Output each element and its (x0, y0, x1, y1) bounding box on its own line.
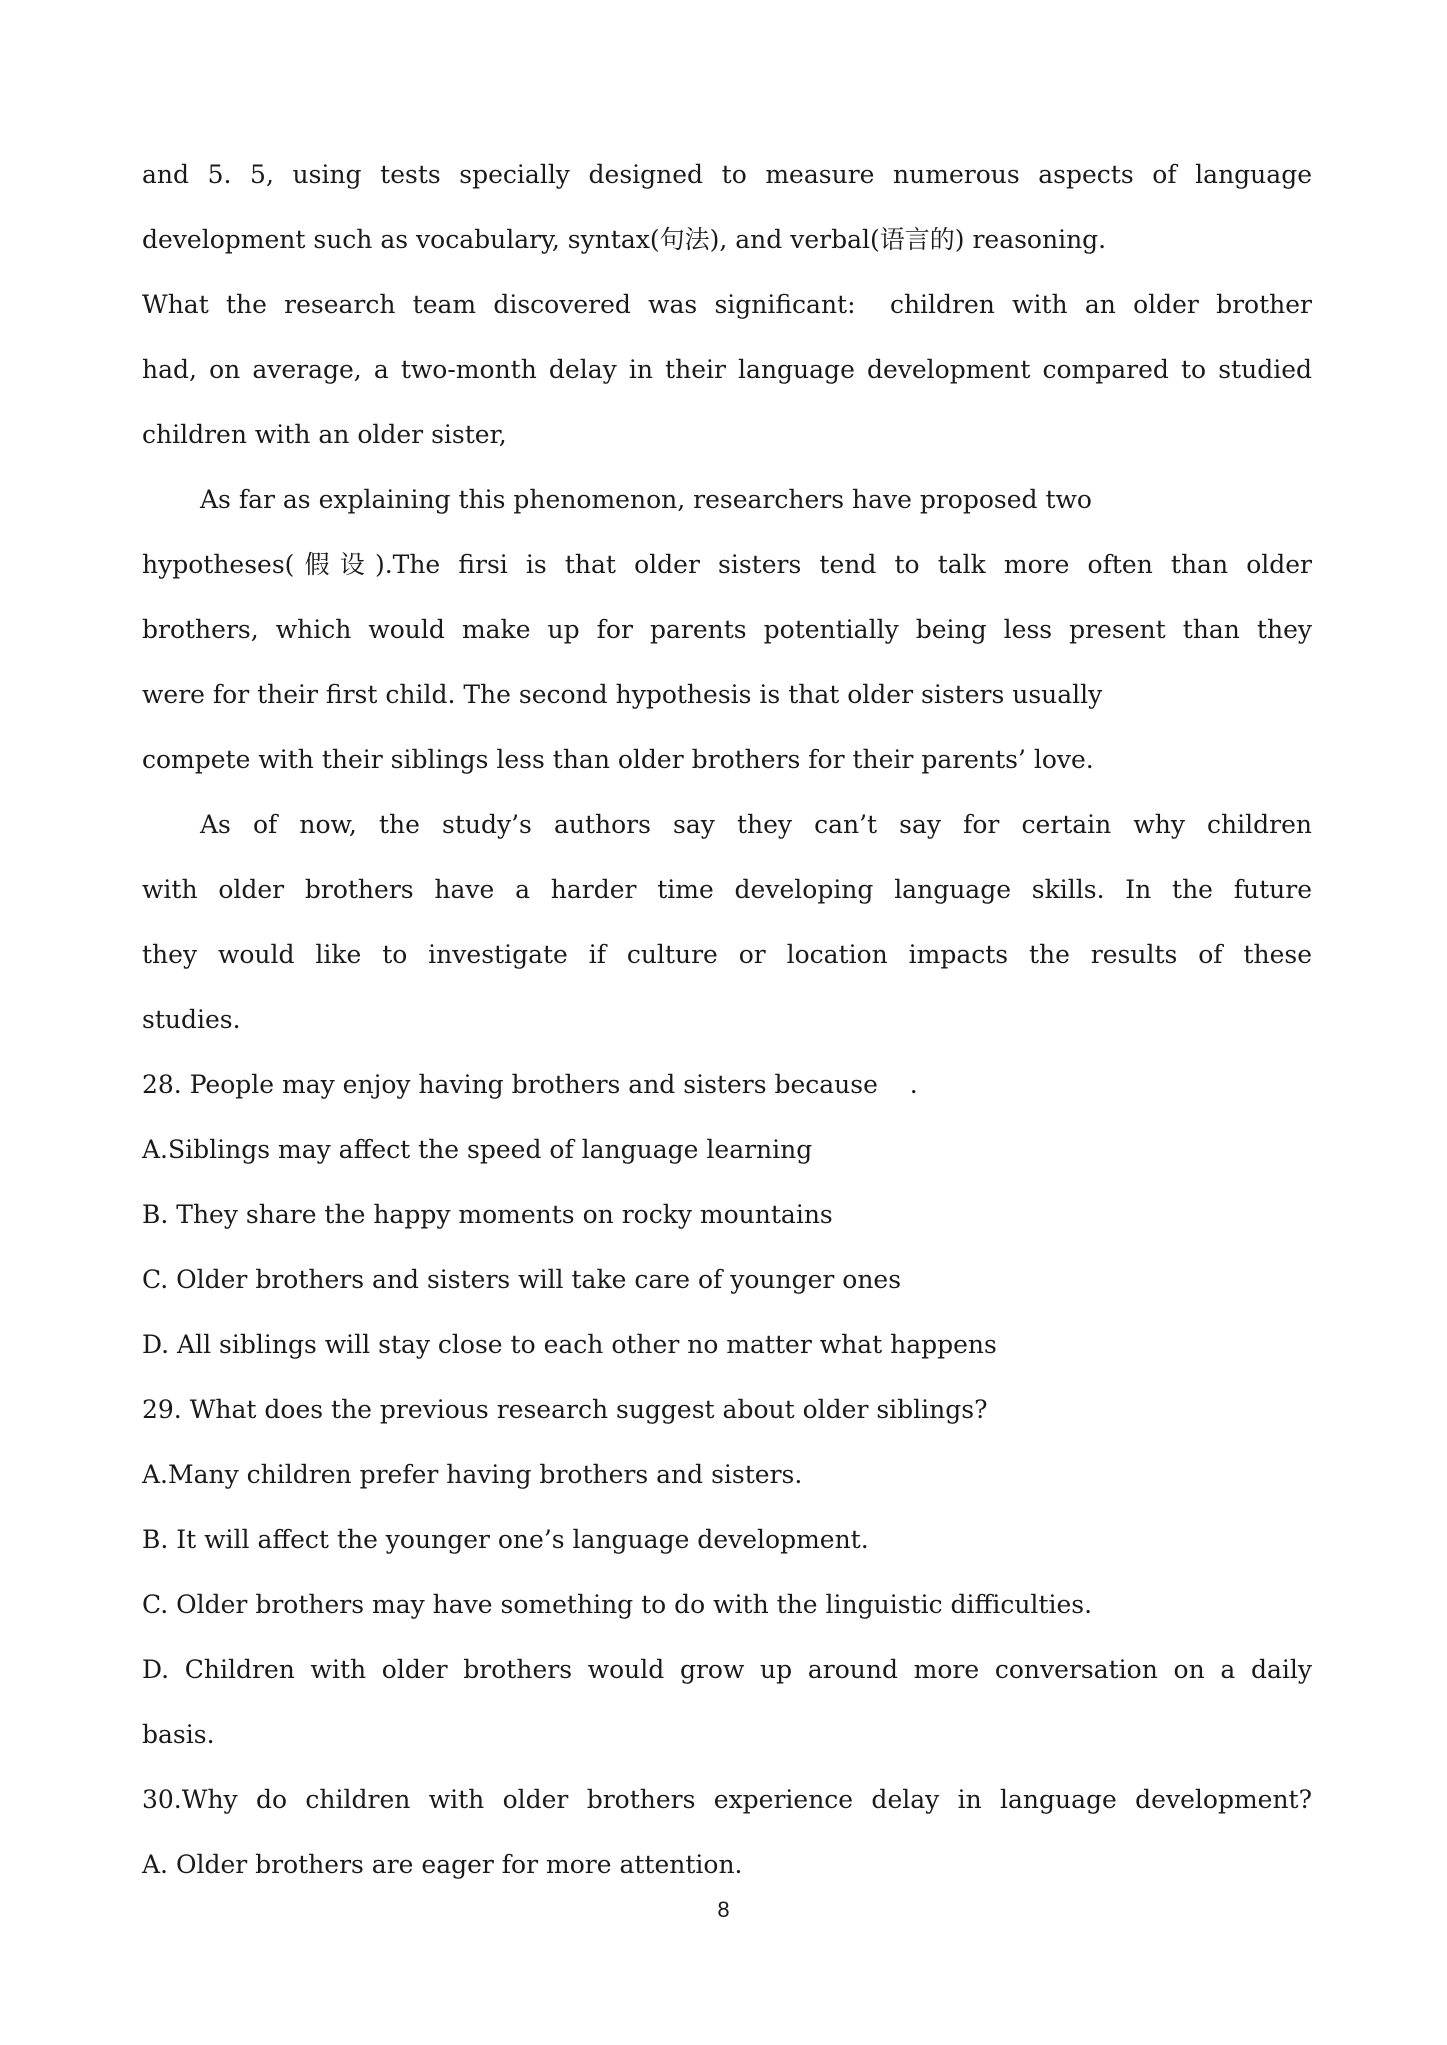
question-28-option-c: C. Older brothers and sisters will take care of younger ones (142, 1265, 902, 1294)
passage-line: children with an older sister, (142, 420, 507, 449)
passage-line: As far as explaining this phenomenon, researchers have proposed two (200, 485, 1092, 514)
question-28-stem: 28. People may enjoy having brothers and sisters because . (142, 1070, 918, 1099)
question-28-option-b: B. They share the happy moments on rocky mountains (142, 1200, 833, 1229)
question-29-option-b: B. It will affect the younger one’s language development. (142, 1525, 869, 1554)
passage-line: development such as vocabulary, syntax(句法), and verbal(语言的) reasoning. (142, 225, 1107, 254)
passage-line: and 5. 5, using tests specially designed to measure numerous aspects of language (142, 160, 1312, 189)
passage-line: had, on average, a two-month delay in their language development compared to studied (142, 355, 1312, 384)
passage-line: with older brothers have a harder time developing language skills. In the future (142, 875, 1312, 904)
passage-line: compete with their siblings less than older brothers for their parents’ love. (142, 745, 1094, 774)
passage-line: brothers, which would make up for parents potentially being less present than they (142, 615, 1312, 644)
passage-line: What the research team discovered was significant: children with an older brother (142, 290, 1312, 319)
question-30-option-a: A. Older brothers are eager for more attention. (142, 1850, 743, 1879)
page-number: 8 (717, 1897, 730, 1922)
question-29-option-d-continued: basis. (142, 1720, 215, 1749)
passage-line: studies. (142, 1005, 241, 1034)
question-29-option-c: C. Older brothers may have something to do with the linguistic difficulties. (142, 1590, 1093, 1619)
passage-line: were for their first child. The second hypothesis is that older sisters usually (142, 680, 1103, 709)
question-28-option-a: A.Siblings may affect the speed of language learning (142, 1135, 813, 1164)
passage-line: As of now, the study’s authors say they can’t say for certain why children (200, 810, 1312, 839)
question-29-option-a: A.Many children prefer having brothers and sisters. (142, 1460, 803, 1489)
passage-line: they would like to investigate if culture or location impacts the results of these (142, 940, 1312, 969)
question-29-option-d: D. Children with older brothers would grow up around more conversation on a daily (142, 1655, 1312, 1684)
question-29-stem: 29. What does the previous research suggest about older siblings? (142, 1395, 988, 1424)
question-30-stem: 30.Why do children with older brothers experience delay in language development? (142, 1785, 1312, 1814)
question-28-option-d: D. All siblings will stay close to each other no matter what happens (142, 1330, 997, 1359)
passage-line: hypotheses(假设).The firsi is that older sisters tend to talk more often than older (142, 550, 1312, 579)
